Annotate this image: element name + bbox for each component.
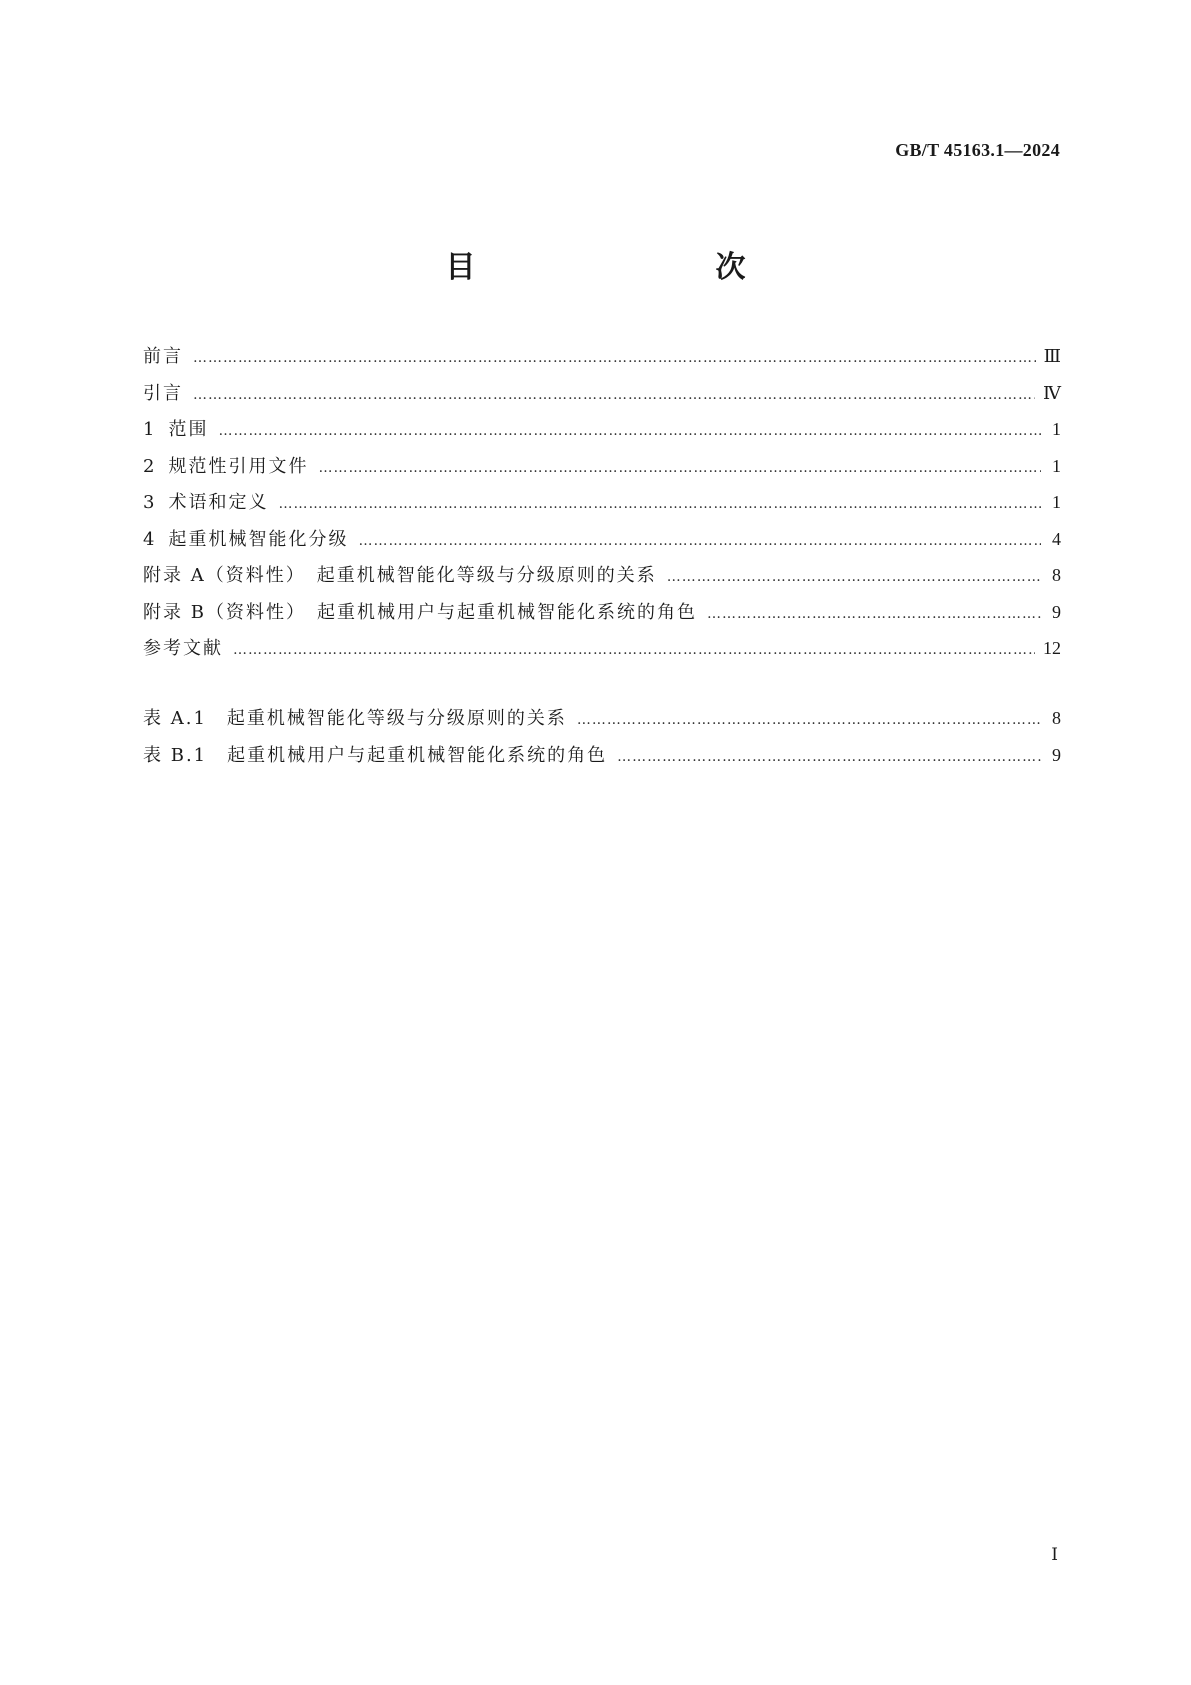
toc-entry-label: 附录 A（资料性） 起重机械智能化等级与分级原则的关系	[143, 565, 657, 586]
toc-leader-dots	[233, 632, 1035, 669]
toc-entry-page: 12	[1043, 638, 1061, 658]
toc-leader-dots	[278, 486, 1041, 523]
toc-leader-dots	[577, 702, 1041, 739]
toc-entry-label: 规范性引用文件	[168, 455, 309, 477]
toc-entry-number: 3	[143, 492, 155, 513]
table-list	[143, 700, 1061, 773]
toc-entry-label: 范围	[168, 419, 209, 440]
toc-entry-page: 4	[1052, 528, 1061, 549]
toc-entry-page: Ⅳ	[1043, 382, 1061, 403]
toc-entry-label: 前言	[143, 346, 183, 367]
toc-title: 目 次	[445, 250, 806, 285]
table-entry-page: 9	[1052, 744, 1061, 765]
toc-entry-appendix-a[interactable]	[143, 557, 1061, 594]
toc-entry-number: 1	[143, 419, 155, 440]
toc-leader-dots	[193, 340, 1036, 377]
toc-entry-number: 2	[143, 455, 155, 477]
toc-list	[143, 338, 1061, 667]
table-entry-page: 8	[1052, 708, 1061, 728]
toc-entry[interactable]	[143, 375, 1061, 412]
toc-entry[interactable]	[143, 411, 1061, 448]
table-entry-label: 表 B.1 起重机械用户与起重机械智能化系统的角色	[143, 744, 608, 766]
standard-code: GB/T 45163.1—2024	[895, 140, 1060, 160]
toc-entry-label: 术语和定义	[168, 492, 269, 513]
toc-entry-references[interactable]	[143, 630, 1061, 667]
toc-entry-page: 1	[1052, 419, 1061, 439]
toc-entry-label: 附录 B（资料性） 起重机械用户与起重机械智能化系统的角色	[143, 601, 697, 623]
table-entry-b1[interactable]	[143, 737, 1061, 774]
table-entry-a1[interactable]	[143, 700, 1061, 737]
toc-entry[interactable]	[143, 448, 1061, 485]
toc-entry-page: 8	[1052, 565, 1061, 585]
toc-entry-appendix-b[interactable]	[143, 594, 1061, 631]
toc-entry-page: 9	[1052, 601, 1061, 622]
toc-entry-label: 起重机械智能化分级	[168, 528, 349, 550]
toc-entry-page: 1	[1052, 455, 1061, 476]
toc-entry-label: 参考文献	[143, 638, 223, 659]
page-number: Ⅰ	[1051, 1545, 1058, 1564]
toc-leader-dots	[617, 739, 1041, 776]
toc-entry-label: 引言	[143, 382, 183, 404]
toc-leader-dots	[707, 596, 1041, 633]
table-entry-label: 表 A.1 起重机械智能化等级与分级原则的关系	[143, 708, 567, 729]
toc-leader-dots	[218, 413, 1041, 450]
toc-leader-dots	[667, 559, 1041, 596]
toc-leader-dots	[358, 523, 1041, 560]
toc-entry[interactable]	[143, 338, 1061, 375]
toc-leader-dots	[193, 377, 1035, 414]
toc-leader-dots	[318, 450, 1041, 487]
toc-entry[interactable]	[143, 484, 1061, 521]
toc-entry-page: 1	[1052, 492, 1061, 512]
toc-entry-number: 4	[143, 528, 155, 550]
toc-entry[interactable]	[143, 521, 1061, 558]
toc-entry-page: Ⅲ	[1043, 346, 1061, 366]
